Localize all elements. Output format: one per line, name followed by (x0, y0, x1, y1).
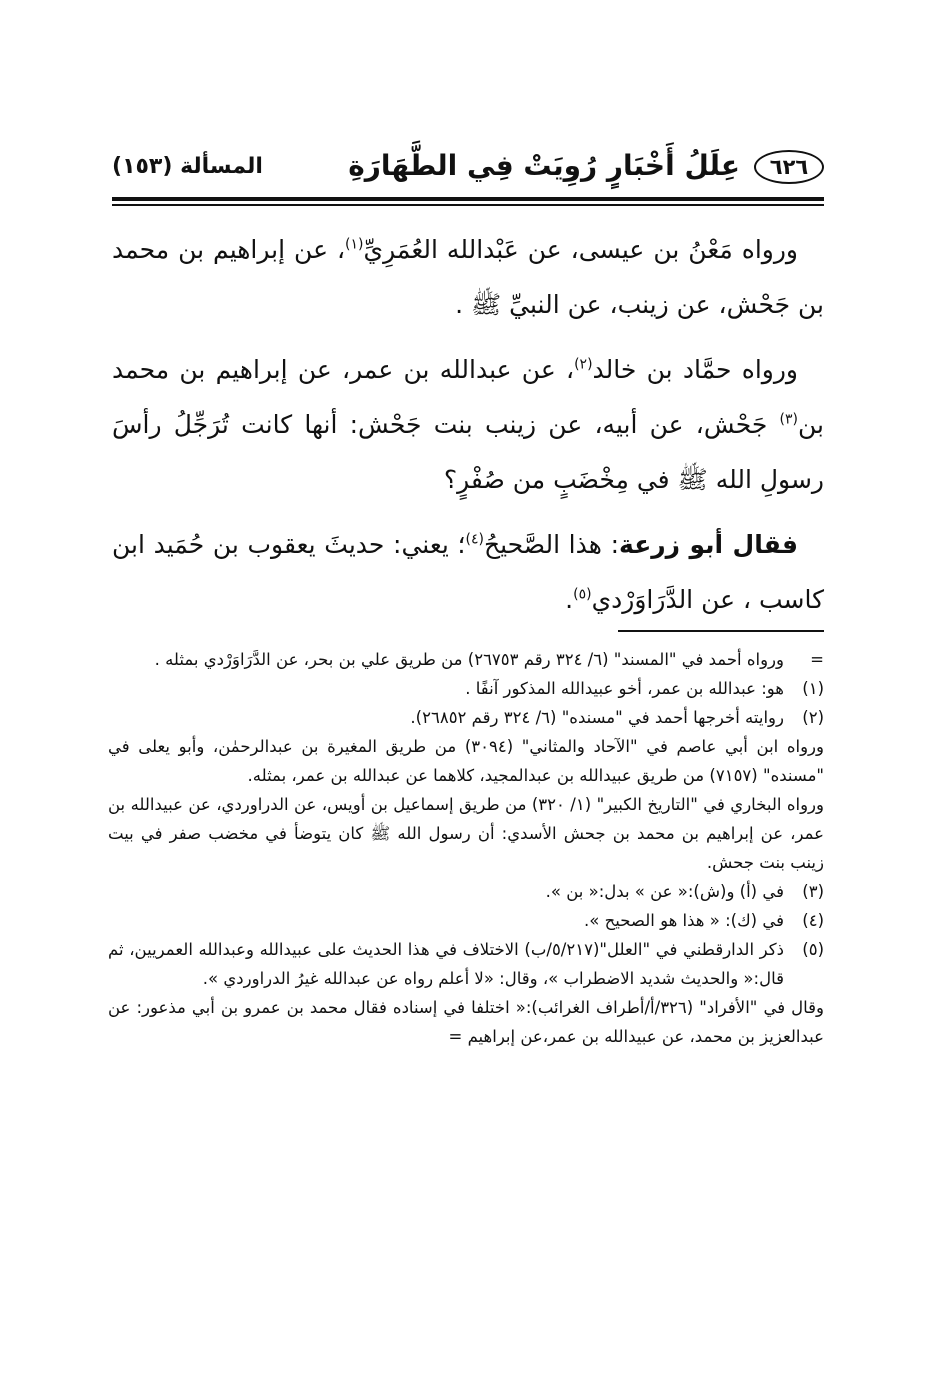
footnote-4 (108, 906, 824, 935)
book-title: عِلَلُ أَخْبَارٍ رُوِيَتْ فِي الطَّهَارَةِ (348, 149, 740, 182)
footnote-marker: (٢) (802, 708, 824, 727)
footnote-marker: (٣) (802, 882, 824, 901)
footnote-ref-2: (٢) (574, 356, 593, 373)
footnote-5-continuation-1: وقال في "الأفراد" (٣٢٦/أ/أطراف الغرائب):« اختلفا في إسناده فقال محمد بن عمرو بن أبي مذعور: عن عبدالعزيز بن محمد، عن عبيدالله بن عمر،عن إبراهيم = (108, 998, 825, 1046)
paragraph-3-text-a: : هذا الصَّحيحُ (483, 530, 620, 559)
footnote-text: في (أ) و(ش):« عن » بدل:« بن ». (545, 882, 784, 901)
paragraph-2-text-b: ، عن عبدالله بن عمر، عن إبراهيم بن محمد بن (112, 355, 824, 439)
paragraph-2-text-a: ورواه حمَّاد بن خالد (592, 355, 798, 384)
paragraph-2-text-c: جَحْش، عن أبيه، عن زينب بنت جَحْش: أنها كانت تُرَجِّلُ رأسَ رسولِ الله ﷺ في مِخْضَبٍ من صُفْرٍ؟ (112, 410, 824, 494)
paragraph-3-text-b: ؛ يعني: حديثَ يعقوب بن حُمَيد ابن كاسب ، عن الدَّرَاوَرْدي (112, 530, 824, 614)
footnote-marker: (١) (802, 679, 824, 698)
paragraph-1-text-a: ورواه مَعْنُ بن عيسى، عن عَبْدالله العُمَرِيِّ (363, 235, 799, 264)
footnote-3 (108, 877, 824, 906)
footnote-marker: (٤) (802, 911, 824, 930)
issue-label: المسألة (١٥٣) (112, 154, 263, 179)
footnote-marker: (٥) (802, 940, 824, 959)
paragraph-2 (112, 342, 824, 507)
header-divider-thick (112, 197, 824, 201)
paragraph-1 (112, 222, 824, 332)
page-number: ٦٢٦ (754, 150, 824, 184)
footnotes (108, 645, 824, 1051)
footnote-ref-3: (٣) (779, 411, 798, 428)
paragraph-3 (112, 517, 824, 627)
footnote-ref-1: (١) (345, 236, 364, 253)
footnote-marker: = (810, 650, 824, 669)
footnote-1 (108, 674, 824, 703)
footnote-carryover (108, 645, 824, 674)
footnote-2-continuation-2: ورواه البخاري في "التاريخ الكبير" (١/ ٣٢٠) من طريق إسماعيل بن أويس، عن الدراوردي، عن عبيدالله بن عمر، عن إبراهيم بن محمد بن جحش الأسدي: أن رسول الله ﷺ كان يتوضأ في مخضب صفر في بيت زينب بنت جحش. (108, 795, 824, 872)
footnote-2-continuation-1: ورواه ابن أبي عاصم في "الآحاد والمثاني" (٣٠٩٤) من طريق المغيرة بن عبدالرحمٰن، وأبو يعلى في "مسنده" (٧١٥٧) من طريق عبيدالله بن عبدالمجيد، كلاهما عن عبدالله بن عمر، بمثله. (108, 737, 824, 785)
footnote-text: في (ك): « هذا هو الصحيح ». (584, 911, 784, 930)
paragraph-1-text-b: ، عن إبراهيم بن محمد بن جَحْش، عن زينب، عن النبيِّ ﷺ . (112, 235, 824, 319)
main-text (112, 222, 824, 637)
header-divider-thin (112, 204, 824, 206)
footnote-ref-5: (٥) (573, 586, 592, 603)
footnote-2 (108, 703, 824, 732)
footnote-ref-4: (٤) (465, 531, 484, 548)
paragraph-3-text-c: . (565, 585, 574, 614)
footnote-text: روايته أخرجها أحمد في "مسنده" (٦/ ٣٢٤ رقم ٢٦٨٥٢). (410, 708, 784, 727)
footnote-text: هو: عبدالله بن عمر، أخو عبيدالله المذكور آنفًا . (465, 679, 784, 698)
footnote-divider (618, 630, 824, 632)
speaker-name: فقال أبو زرعة (619, 530, 798, 559)
footnote-text: ذكر الدارقطني في "العلل"(٥/٢١٧/ب) الاختلاف في هذا الحديث على عبيدالله وعبدالله العمريين، ثم قال:« والحديث شديد الاضطراب »، وقال: «لا أعلم رواه عن عبدالله غيرُ الدراوردي ». (108, 940, 784, 988)
page-header (112, 146, 824, 192)
footnote-text: ورواه أحمد في "المسند" (٦/ ٣٢٤ رقم ٢٦٧٥٣) من طريق علي بن بحر، عن الدَّرَاوَرْدي بمثله . (154, 650, 784, 669)
footnote-5 (108, 935, 824, 993)
